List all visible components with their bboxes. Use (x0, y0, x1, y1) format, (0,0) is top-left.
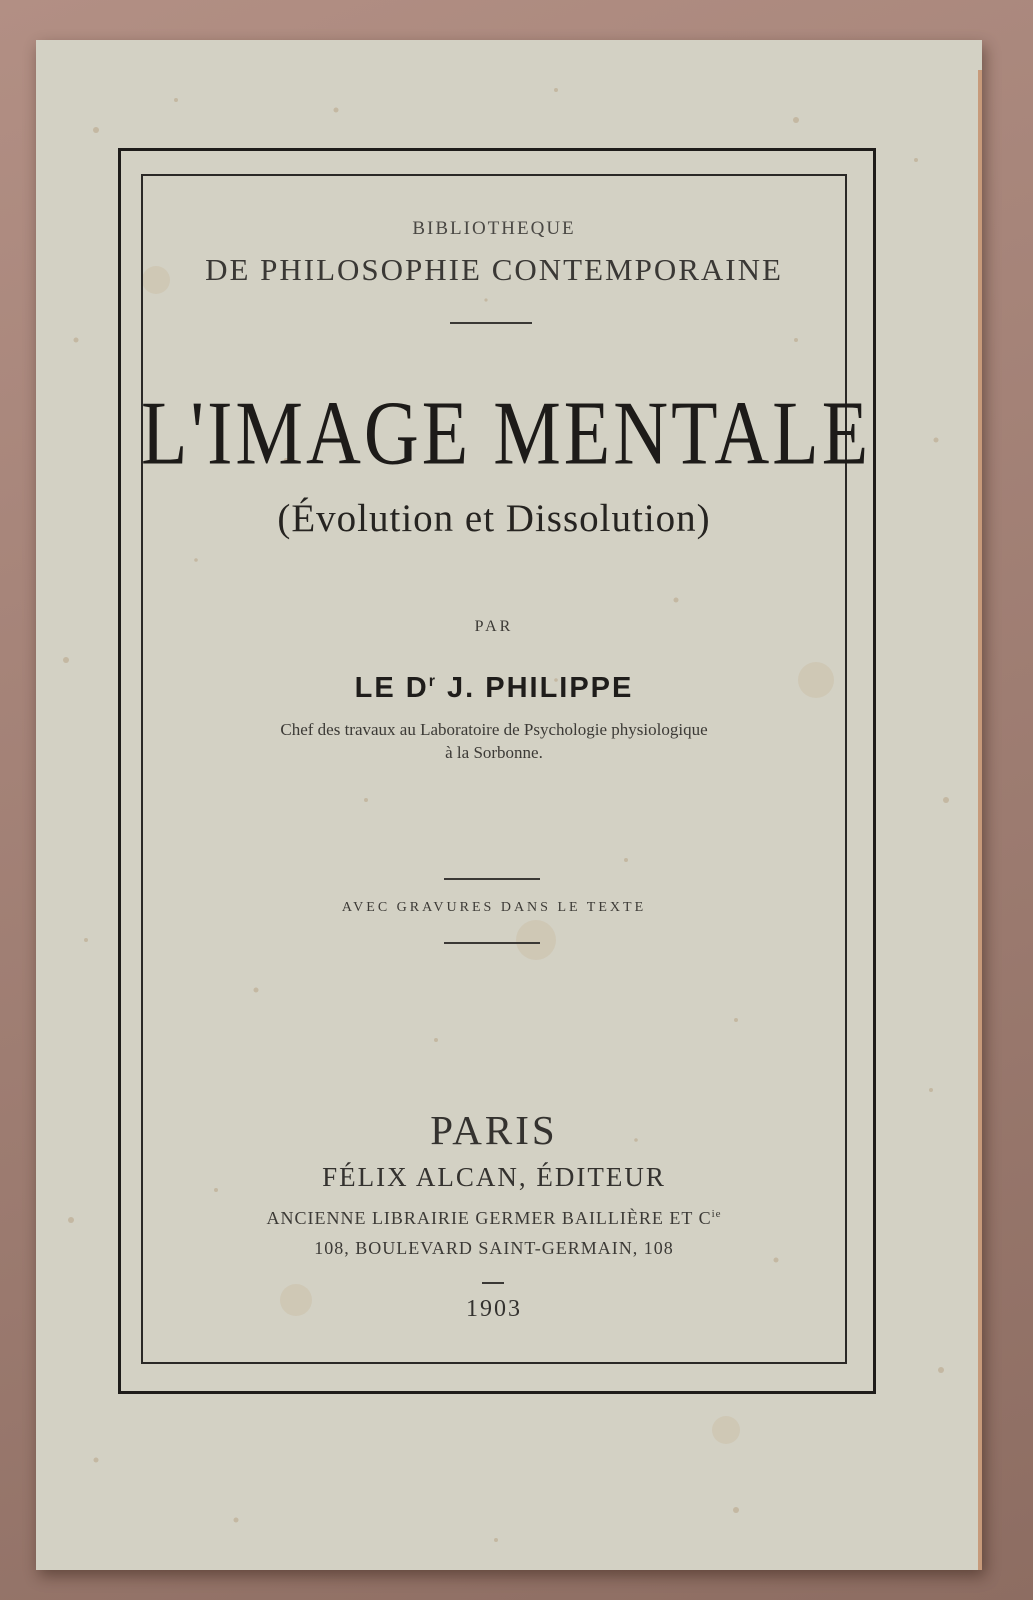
author-prefix: LE D (354, 672, 429, 704)
publisher-former-name (141, 1208, 847, 1229)
author-prefix-superscript: r (428, 673, 437, 690)
by-label: PAR (474, 618, 514, 635)
book-subtitle: (Évolution et Dissolution) (277, 497, 711, 540)
series-name-line2: DE PHILOSOPHIE CONTEMPORAINE (205, 252, 783, 287)
author-affiliation-line1: Chef des travaux au Laboratoire de Psychologie physiologique (280, 720, 708, 739)
publisher-former-name-main: ANCIENNE LIBRAIRIE GERMER BAILLIÈRE ET C (266, 1208, 712, 1228)
divider-rule (444, 878, 540, 880)
author-surname: J. PHILIPPE (436, 672, 634, 704)
illustrations-note: AVEC GRAVURES DANS LE TEXTE (341, 900, 647, 915)
divider-rule (482, 1282, 504, 1284)
publisher-former-name-superscript: ie (711, 1208, 722, 1220)
publication-city: PARIS (430, 1107, 558, 1153)
author-name (141, 672, 847, 705)
series-name-line1: BIBLIOTHEQUE (412, 218, 576, 239)
publication-year: 1903 (466, 1296, 522, 1322)
book-cover (36, 40, 982, 1570)
publisher-name: FÉLIX ALCAN, ÉDITEUR (322, 1162, 666, 1192)
publisher-address: 108, BOULEVARD SAINT-GERMAIN, 108 (314, 1238, 674, 1258)
book-title: L'IMAGE MENTALE (141, 383, 872, 484)
divider-rule (450, 322, 532, 324)
divider-rule (444, 942, 540, 944)
author-affiliation-line2: à la Sorbonne. (445, 743, 543, 762)
